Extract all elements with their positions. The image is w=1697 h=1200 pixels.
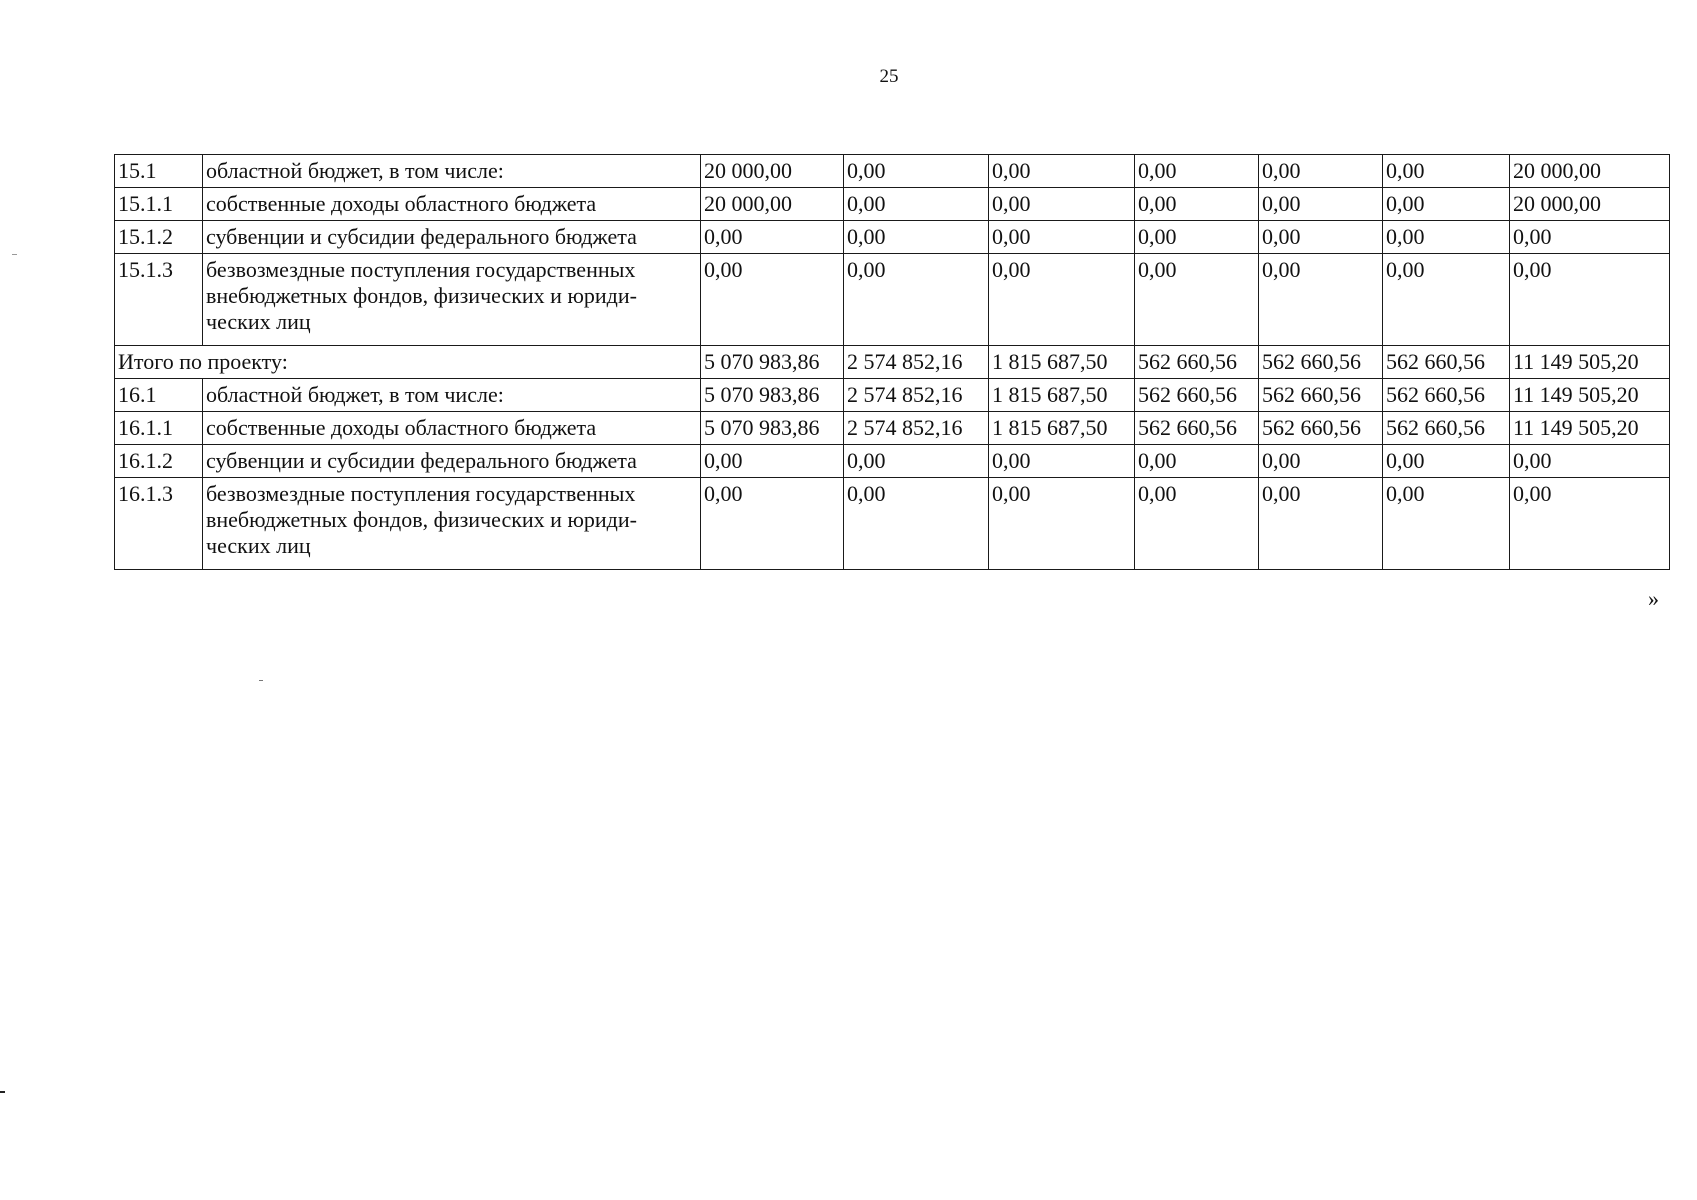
value-cell: 0,00 [701,221,844,254]
table-total-row [115,346,1670,379]
value-cell: 0,00 [1259,445,1383,478]
table-row [115,254,1670,346]
value-cell: 0,00 [844,478,989,570]
value-cell: 0,00 [1135,155,1259,188]
value-cell: 0,00 [989,155,1135,188]
value-cell: 0,00 [1259,155,1383,188]
table-row [115,155,1670,188]
row-label-cell: безвозмездные поступления государственных внебюджетных фондов, физических и юриди-ческих лиц [203,478,701,570]
value-cell: 562 660,56 [1259,379,1383,412]
edge-mark [12,254,17,255]
value-cell: 0,00 [844,188,989,221]
value-cell: 0,00 [1135,445,1259,478]
row-label-cell: областной бюджет, в том числе: [203,379,701,412]
value-cell: 0,00 [701,445,844,478]
value-cell: 0,00 [701,478,844,570]
table-row [115,412,1670,445]
value-cell: 11 149 505,20 [1510,412,1670,445]
row-code-cell: 15.1.3 [115,254,203,346]
value-cell: 0,00 [1383,155,1510,188]
table-row [115,445,1670,478]
value-cell: 0,00 [1510,445,1670,478]
page-number: 25 [879,66,899,87]
value-cell: 0,00 [844,221,989,254]
value-cell: 562 660,56 [1135,412,1259,445]
row-code-cell: 15.1.1 [115,188,203,221]
budget-table [114,154,1670,570]
row-code-cell: 15.1 [115,155,203,188]
value-cell: 0,00 [1135,188,1259,221]
row-code-cell: 16.1 [115,379,203,412]
value-cell: 1 815 687,50 [989,412,1135,445]
value-cell: 562 660,56 [1135,379,1259,412]
value-cell: 1 815 687,50 [989,379,1135,412]
value-cell: 562 660,56 [1383,379,1510,412]
table-row [115,379,1670,412]
value-cell: 20 000,00 [1510,188,1670,221]
value-cell: 0,00 [1135,221,1259,254]
value-cell: 0,00 [1259,188,1383,221]
row-code-cell: 15.1.2 [115,221,203,254]
value-cell: 11 149 505,20 [1510,346,1670,379]
value-cell: 0,00 [1383,445,1510,478]
value-cell: 0,00 [844,155,989,188]
value-cell: 1 815 687,50 [989,346,1135,379]
value-cell: 0,00 [989,478,1135,570]
value-cell: 562 660,56 [1383,412,1510,445]
row-code-cell: 16.1.3 [115,478,203,570]
closing-quote-mark: » [1648,586,1659,611]
row-label-cell: субвенции и субсидии федерального бюджета [203,445,701,478]
value-cell: 562 660,56 [1259,412,1383,445]
row-label-cell: безвозмездные поступления государственных внебюджетных фондов, физических и юриди-ческих лиц [203,254,701,346]
value-cell: 11 149 505,20 [1510,379,1670,412]
table-body [115,155,1670,570]
value-cell: 5 070 983,86 [701,379,844,412]
row-label-cell: субвенции и субсидии федерального бюджета [203,221,701,254]
value-cell: 0,00 [1510,478,1670,570]
value-cell: 20 000,00 [1510,155,1670,188]
value-cell: 0,00 [1259,478,1383,570]
value-cell: 20 000,00 [701,188,844,221]
table-row [115,221,1670,254]
value-cell: 5 070 983,86 [701,346,844,379]
value-cell: 0,00 [1383,478,1510,570]
value-cell: 2 574 852,16 [844,412,989,445]
value-cell: 0,00 [1510,254,1670,346]
row-label-cell: областной бюджет, в том числе: [203,155,701,188]
value-cell: 0,00 [989,445,1135,478]
value-cell: 0,00 [1259,254,1383,346]
value-cell: 0,00 [989,254,1135,346]
value-cell: 0,00 [1259,221,1383,254]
scan-speck [259,680,263,681]
value-cell: 20 000,00 [701,155,844,188]
value-cell: 0,00 [1135,254,1259,346]
value-cell: 562 660,56 [1135,346,1259,379]
value-cell: 0,00 [701,254,844,346]
total-label-cell: Итого по проекту: [115,346,701,379]
value-cell: 0,00 [1383,254,1510,346]
value-cell: 0,00 [844,254,989,346]
value-cell: 0,00 [1383,221,1510,254]
value-cell: 0,00 [1510,221,1670,254]
value-cell: 0,00 [1135,478,1259,570]
value-cell: 562 660,56 [1259,346,1383,379]
row-code-cell: 16.1.1 [115,412,203,445]
value-cell: 0,00 [844,445,989,478]
value-cell: 2 574 852,16 [844,346,989,379]
row-code-cell: 16.1.2 [115,445,203,478]
value-cell: 562 660,56 [1383,346,1510,379]
table-row [115,188,1670,221]
row-label-cell: собственные доходы областного бюджета [203,412,701,445]
value-cell: 5 070 983,86 [701,412,844,445]
margin-mark [0,1091,5,1093]
value-cell: 0,00 [989,188,1135,221]
table-row [115,478,1670,570]
value-cell: 0,00 [989,221,1135,254]
value-cell: 2 574 852,16 [844,379,989,412]
row-label-cell: собственные доходы областного бюджета [203,188,701,221]
value-cell: 0,00 [1383,188,1510,221]
